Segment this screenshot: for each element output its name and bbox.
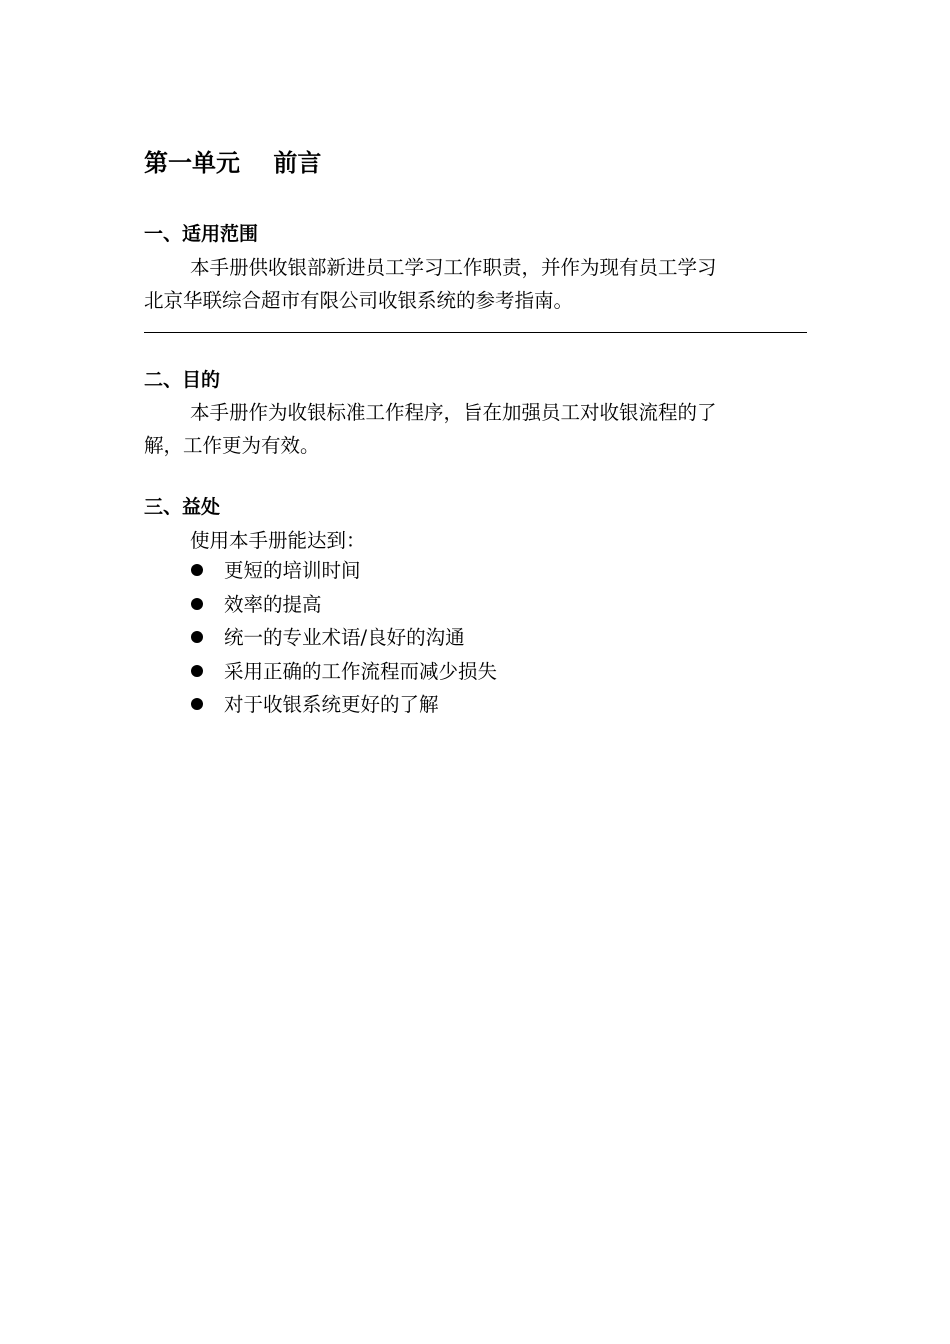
section-heading-scope: 一、适用范围 — [144, 223, 259, 245]
benefit-text: 统一的专业术语/良好的沟通 — [224, 626, 465, 650]
purpose-paragraph-line: 解，工作更为有效。 — [144, 434, 320, 457]
unit-title: 第一单元 前言 — [144, 149, 322, 177]
scope-paragraph-line: 北京华联综合超市有限公司收银系统的参考指南。 — [144, 289, 574, 312]
benefit-text: 更短的培训时间 — [224, 559, 361, 582]
horizontal-divider — [144, 332, 807, 333]
section-heading-purpose: 二、目的 — [144, 369, 221, 391]
benefit-text: 效率的提高 — [224, 592, 322, 616]
bullet-icon — [191, 698, 203, 710]
section-heading-benefits: 三、益处 — [144, 496, 221, 518]
bullet-icon — [191, 564, 203, 576]
bullet-icon — [191, 631, 203, 643]
bullet-icon — [191, 665, 203, 677]
benefits-intro: 使用本手册能达到： — [190, 529, 366, 552]
benefit-text: 采用正确的工作流程而减少损失 — [224, 659, 498, 683]
benefit-text: 对于收银系统更好的了解 — [224, 693, 439, 717]
scope-paragraph-line: 本手册供收银部新进员工学习工作职责，并作为现有员工学习 — [190, 256, 717, 279]
purpose-paragraph — [144, 396, 808, 462]
purpose-paragraph-line: 本手册作为收银标准工作程序，旨在加强员工对收银流程的了 — [190, 401, 717, 424]
bullet-icon — [191, 598, 203, 610]
scope-paragraph — [144, 251, 808, 317]
